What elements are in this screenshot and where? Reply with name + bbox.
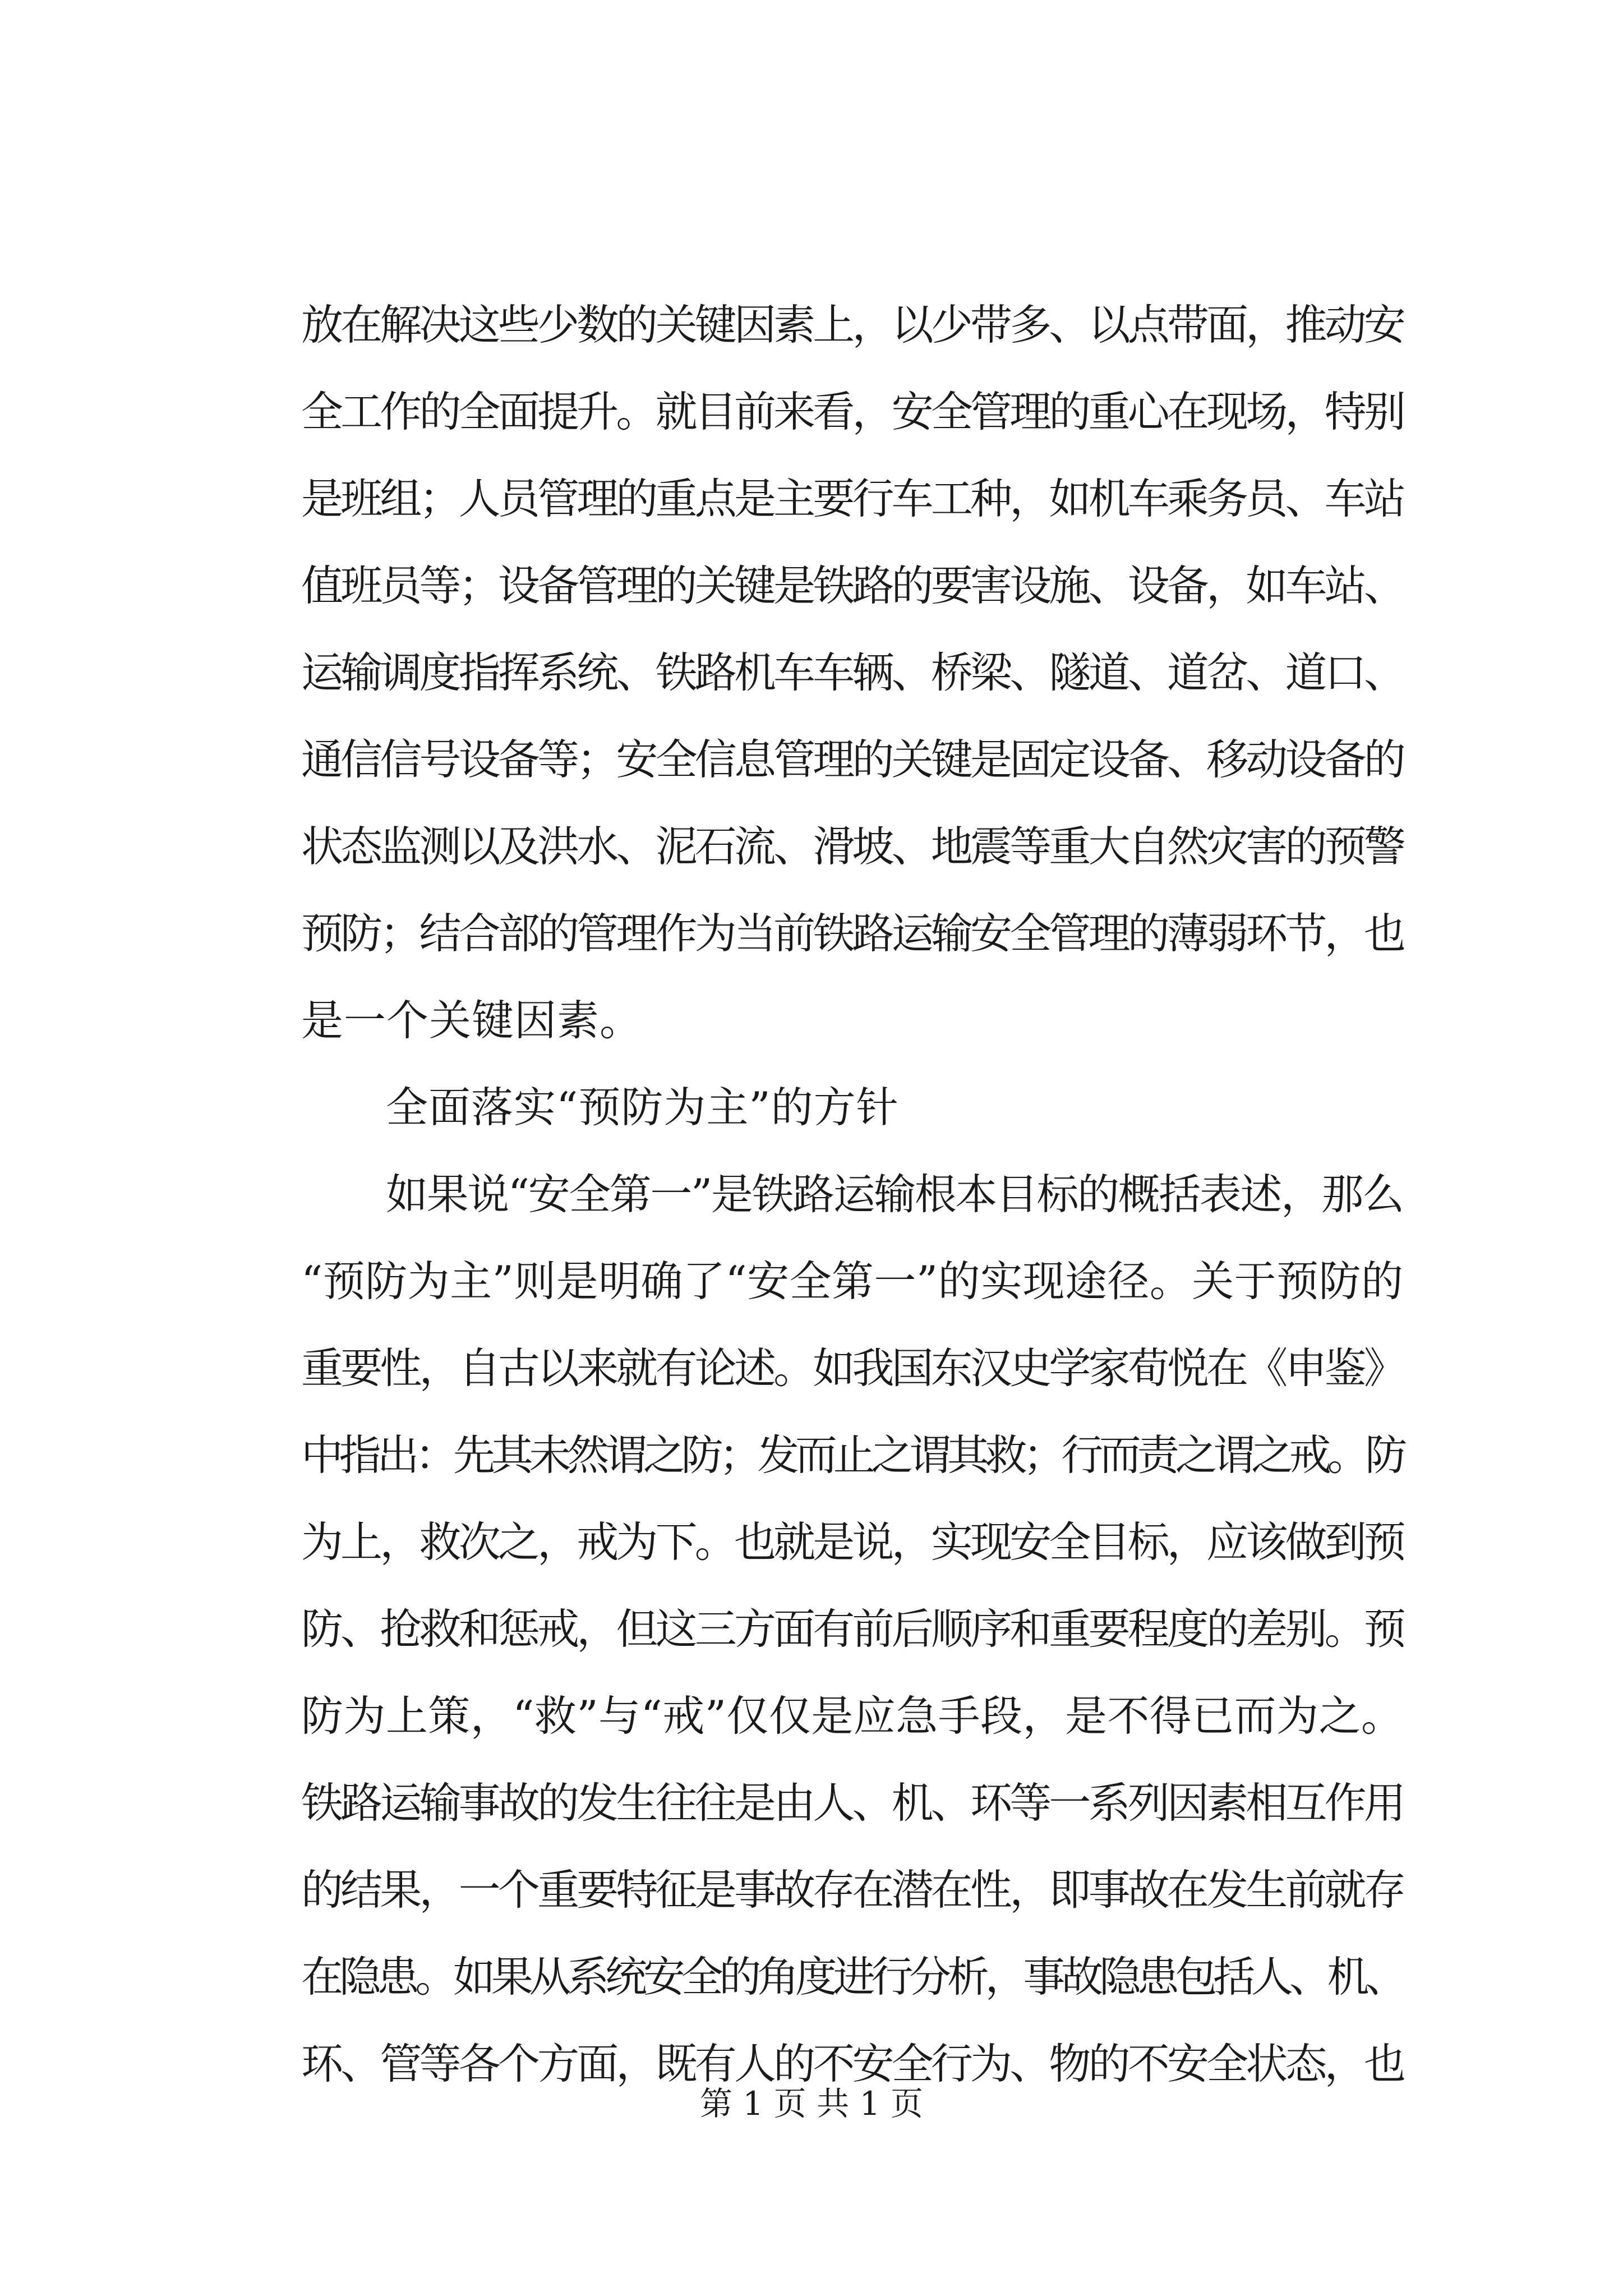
text-line: 中指出：先其未然谓之防；发而止之谓其救；行而责之谓之戒。防	[301, 1430, 1404, 1480]
text-line: 防、抢救和惩戒，但这三方面有前后顺序和重要程度的差别。预	[301, 1604, 1404, 1654]
section-heading: 全面落实“预防为主”的方针	[386, 1083, 899, 1132]
page-footer	[0, 2078, 1623, 2129]
text-line: 铁路运输事故的发生往往是由人、机、环等一系列因素相互作用	[301, 1778, 1404, 1828]
text-line: 是班组；人员管理的重点是主要行车工种，如机车乘务员、车站	[301, 474, 1404, 523]
paragraph-first-line: 如果说“安全第一”是铁路运输根本目标的概括表述，那么	[386, 1170, 1403, 1219]
text-line: 环、管等各个方面，既有人的不安全行为、物的不安全状态，也	[301, 2039, 1404, 2088]
text-line: 重要性，自古以来就有论述。如我国东汉史学家荀悦在《申鉴》	[301, 1343, 1404, 1393]
text-line: 是一个关键因素。	[301, 996, 643, 1045]
text-line: 放在解决这些少数的关键因素上，以少带多、以点带面，推动安	[301, 300, 1404, 349]
text-line: “预防为主”则是明确了“安全第一”的实现途径。关于预防的	[301, 1257, 1404, 1306]
text-line: 在隐患。如果从系统安全的角度进行分析，事故隐患包括人、机、	[301, 1952, 1404, 2001]
text-line: 的结果，一个重要特征是事故存在潜在性，即事故在发生前就存	[301, 1865, 1404, 1915]
text-line: 状态监测以及洪水、泥石流、滑坡、地震等重大自然灾害的预警	[301, 822, 1404, 871]
page-number-label: 第 1 页 共 1 页	[700, 2085, 923, 2123]
text-line: 运输调度指挥系统、铁路机车车辆、桥梁、隧道、道岔、道口、	[301, 648, 1404, 697]
text-line: 值班员等；设备管理的关键是铁路的要害设施、设备，如车站、	[301, 561, 1404, 610]
text-line: 防为上策，“救”与“戒”仅仅是应急手段，是不得已而为之。	[301, 1691, 1404, 1741]
document-body	[301, 282, 1403, 2108]
text-line: 为上，救次之，戒为下。也就是说，实现安全目标，应该做到预	[301, 1517, 1404, 1567]
text-line: 预防；结合部的管理作为当前铁路运输安全管理的薄弱环节，也	[301, 909, 1404, 958]
text-line: 全工作的全面提升。就目前来看，安全管理的重心在现场，特别	[301, 387, 1404, 436]
text-line: 通信信号设备等；安全信息管理的关键是固定设备、移动设备的	[301, 735, 1404, 784]
